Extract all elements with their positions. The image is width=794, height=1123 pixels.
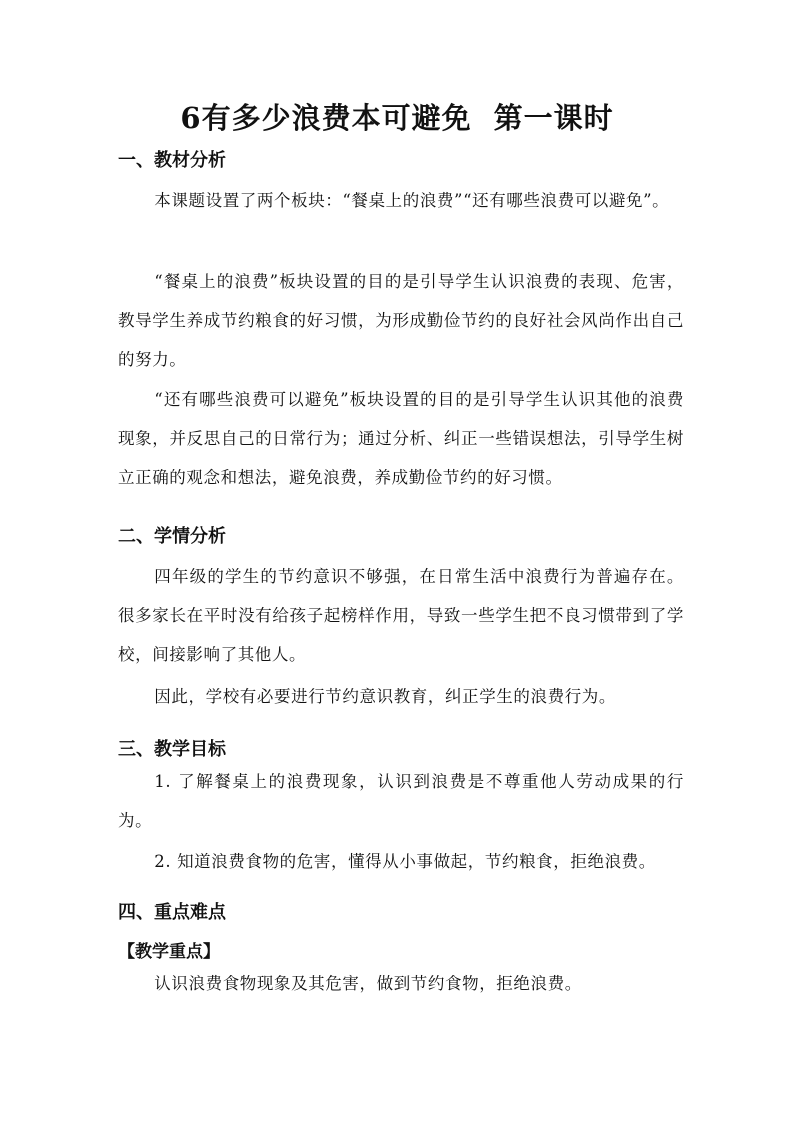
section-3-paragraph-1: 1. 了解餐桌上的浪费现象，认识到浪费是不尊重他人劳动成果的行为。 [118,772,684,830]
section-heading-2: 二、学情分析 [118,526,226,547]
section-2-paragraph-2: 因此，学校有必要进行节约意识教育，纠正学生的浪费行为。 [154,687,616,706]
section-1-paragraph-2: “餐桌上的浪费”板块设置的目的是引导学生认识浪费的表现、危害，教导学生养成节约粮食的好习惯，为形成勤俭节约的良好社会风尚作出自己的努力。 [118,272,684,369]
page-title [0,96,794,137]
section-heading-4: 四、重点难点 [118,902,226,923]
section-heading-3: 三、教学目标 [118,739,226,760]
section-1-paragraph-1: 本课题设置了两个板块：“餐桌上的浪费”“还有哪些浪费可以避免”。 [154,191,670,210]
title-main: 6有多少浪费本可避免 [180,101,472,135]
title-sub: 第一课时 [493,101,614,135]
subheading-teaching-focus: 【教学重点】 [118,942,220,962]
section-heading-1: 一、教材分析 [118,150,226,171]
section-2-paragraph-1: 四年级的学生的节约意识不够强，在日常生活中浪费行为普遍存在。很多家长在平时没有给孩子起榜样作用，导致一些学生把不良习惯带到了学校，间接影响了其他人。 [118,567,684,664]
section-4-paragraph-1: 认识浪费食物现象及其危害，做到节约食物，拒绝浪费。 [154,974,582,993]
section-3-paragraph-2: 2. 知道浪费食物的危害，懂得从小事做起，节约粮食，拒绝浪费。 [154,852,656,871]
section-1-paragraph-3: “还有哪些浪费可以避免”板块设置的目的是引导学生认识其他的浪费现象，并反思自己的日常行为；通过分析、纠正一些错误想法，引导学生树立正确的观念和想法，避免浪费，养成勤俭节约的好习惯。 [118,390,684,487]
